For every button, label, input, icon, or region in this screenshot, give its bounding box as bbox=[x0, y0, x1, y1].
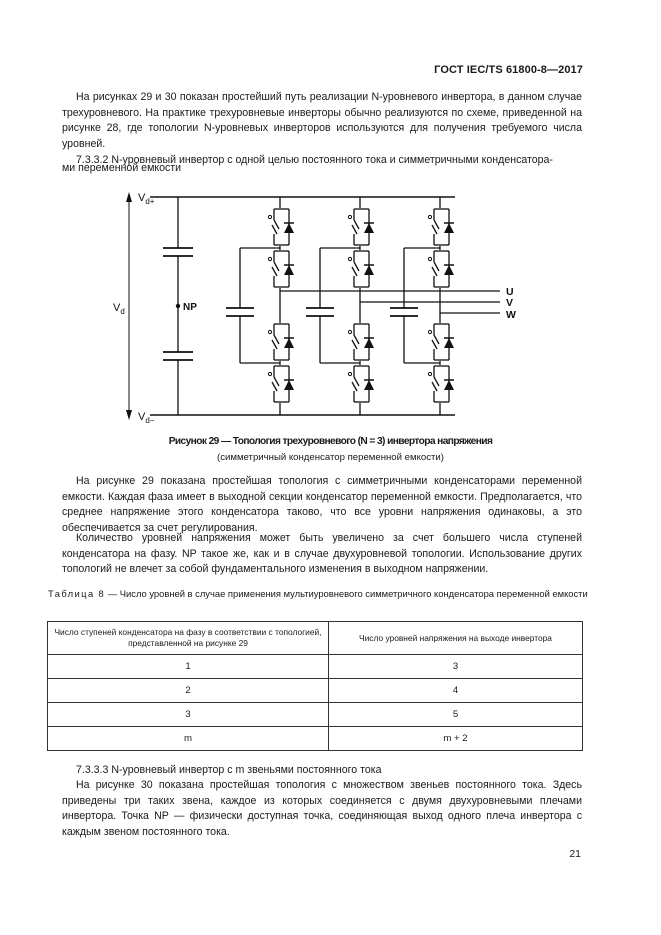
body-paragraph-1: На рисунке 29 показана простейшая топология с симметричными конденсаторами переменной емкости. Каждая фаза имеет в выходной секции конденсатор переменной емкости. Предполагается, что среднее напряжение этого конденсатора таково, что все уровни напряжения одинаковы, а это обеспечивается за счет регулирования. bbox=[62, 475, 582, 535]
np-label: NP bbox=[183, 302, 197, 313]
table-cell: 2 bbox=[48, 679, 329, 703]
table-row bbox=[48, 655, 583, 679]
section-heading-continuation: ми переменной емкости bbox=[62, 162, 182, 174]
inverter-schematic bbox=[0, 0, 661, 430]
table-cell: 3 bbox=[329, 655, 583, 679]
phase-leg-u bbox=[226, 197, 500, 415]
table-header-cell: Число ступеней конденсатора на фазу в соответствии с топологией, представленной на рисунке 29 bbox=[48, 622, 329, 655]
table-caption bbox=[48, 588, 588, 601]
figure-subcaption: (симметричный конденсатор переменной емкости) bbox=[217, 452, 444, 463]
vd-label: $V_d$ bbox=[113, 302, 125, 316]
table-cell: m + 2 bbox=[329, 727, 583, 751]
levels-table bbox=[47, 621, 583, 751]
section-heading-7-3-3-2: 7.3.3.2 N-уровневый инвертор с одной целью постоянного тока и симметричными конденсатора- bbox=[76, 154, 553, 166]
body-paragraph-2: Количество уровней напряжения может быть увеличено за счет большего числа ступеней конденсатора на фазу. NP такое же, как и в случае двухуровневой топологии. Использование других топологий не влечет за собой фундаментального изменения в выходном напряжении. bbox=[62, 532, 582, 576]
page-number: 21 bbox=[569, 848, 581, 860]
figure-caption: Рисунок 29 — Топология трехуровневого (N = 3) инвертора напряжения bbox=[168, 436, 493, 447]
phase-label-u: U bbox=[506, 286, 514, 298]
section2-paragraph: На рисунке 30 показана простейшая топология с множеством звеньев постоянного тока. Здесь приведены три таких звена, каждое из которых соединяется с двумя двухуровневыми плечами инвертора. Точка NP — физически доступная точка, соединяющая выход одного плеча инвертора с каждым звеном постоянного тока. bbox=[62, 779, 582, 839]
table-caption-label: Таблица 8 bbox=[48, 588, 106, 599]
phase-leg-v bbox=[306, 197, 500, 415]
table-cell: 5 bbox=[329, 703, 583, 727]
table-row bbox=[48, 703, 583, 727]
table-cell: m bbox=[48, 727, 329, 751]
table-cell: 4 bbox=[329, 679, 583, 703]
phase-label-v: V bbox=[506, 297, 514, 309]
vd-arrow-down bbox=[126, 410, 132, 420]
document-header: ГОСТ IEC/TS 61800-8—2017 bbox=[434, 64, 583, 76]
vd-minus-label: $V_{d-}$ bbox=[138, 411, 155, 425]
section-heading-7-3-3-3: 7.3.3.3 N-уровневый инвертор с m звеньями постоянного тока bbox=[76, 764, 382, 776]
table-header-cell: Число уровней напряжения на выходе инвертора bbox=[329, 622, 583, 655]
table-cell: 1 bbox=[48, 655, 329, 679]
table-row bbox=[48, 727, 583, 751]
table-cell: 3 bbox=[48, 703, 329, 727]
table-header-row bbox=[48, 622, 583, 655]
vd-plus-label: $V_{d+}$ bbox=[138, 192, 155, 206]
intro-paragraph: На рисунках 29 и 30 показан простейший путь реализации N-уровневого инвертора, в данном случае трехуровневого. На практике трехуровневые инверторы обычно реализуются по схеме, приведенной на рисунке 28, где топологии N-уровневых инверторов используются для получения требуемого числа уровней. bbox=[62, 91, 582, 151]
table-row bbox=[48, 679, 583, 703]
vd-arrow-up bbox=[126, 192, 132, 202]
table-caption-text: — Число уровней в случае применения мультиуровневого симметричного конденсатора переменной емкости bbox=[105, 588, 588, 599]
phase-label-w: W bbox=[506, 309, 516, 321]
phase-leg-w bbox=[390, 197, 500, 415]
